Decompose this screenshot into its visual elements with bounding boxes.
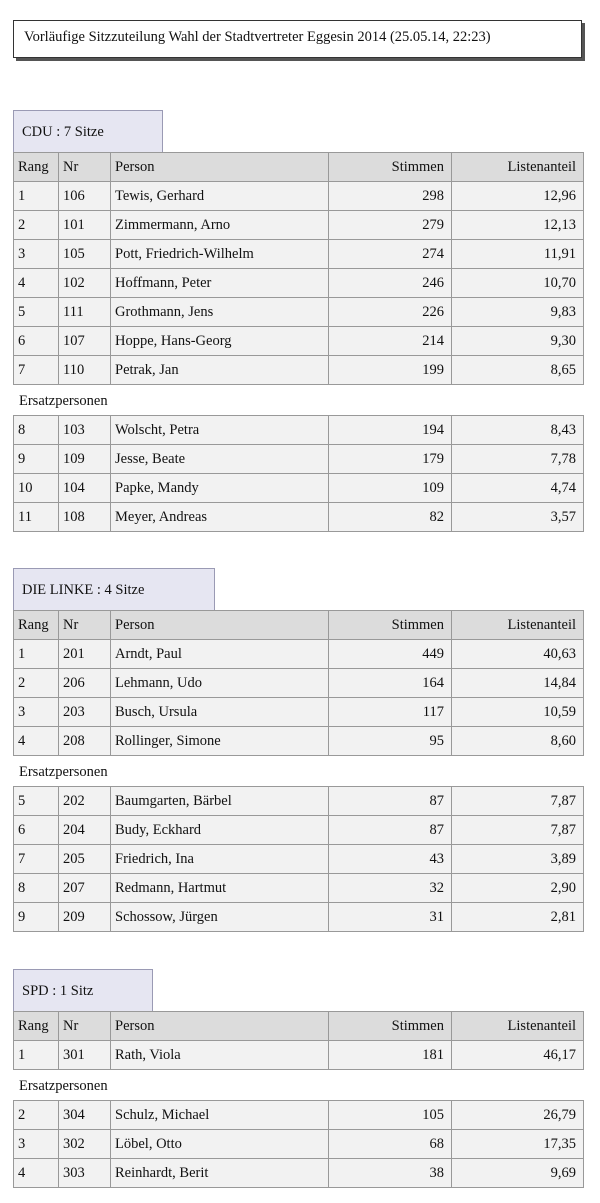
person-cell: Rollinger, Simone	[111, 727, 329, 756]
table-row	[14, 874, 584, 903]
listenanteil-cell: 2,90	[452, 874, 584, 903]
stimmen-cell: 105	[329, 1101, 452, 1130]
stimmen-cell: 32	[329, 874, 452, 903]
listenanteil-cell: 12,13	[452, 211, 584, 240]
table-row	[14, 182, 584, 211]
person-cell: Tewis, Gerhard	[111, 182, 329, 211]
rang-cell: 4	[14, 1159, 59, 1188]
rang-cell: 1	[14, 182, 59, 211]
column-header-rang: Rang	[14, 1012, 59, 1041]
table-row	[14, 1159, 584, 1188]
stimmen-cell: 179	[329, 445, 452, 474]
nr-cell: 204	[59, 816, 111, 845]
listenanteil-cell: 14,84	[452, 669, 584, 698]
listenanteil-cell: 9,69	[452, 1159, 584, 1188]
column-header-listenanteil: Listenanteil	[452, 611, 584, 640]
table-row	[14, 445, 584, 474]
table-row	[14, 903, 584, 932]
rang-cell: 2	[14, 1101, 59, 1130]
person-cell: Rath, Viola	[111, 1041, 329, 1070]
listenanteil-cell: 10,59	[452, 698, 584, 727]
nr-cell: 302	[59, 1130, 111, 1159]
nr-cell: 102	[59, 269, 111, 298]
table-row	[14, 503, 584, 532]
listenanteil-cell: 10,70	[452, 269, 584, 298]
table-row	[14, 640, 584, 669]
party-header: SPD : 1 Sitz	[13, 969, 153, 1011]
person-cell: Lehmann, Udo	[111, 669, 329, 698]
table-row	[14, 298, 584, 327]
rang-cell: 9	[14, 445, 59, 474]
rang-cell: 3	[14, 698, 59, 727]
rang-cell: 6	[14, 327, 59, 356]
substitutes-label: Ersatzpersonen	[19, 1078, 108, 1094]
table-row	[14, 211, 584, 240]
stimmen-cell: 43	[329, 845, 452, 874]
person-cell: Arndt, Paul	[111, 640, 329, 669]
person-cell: Friedrich, Ina	[111, 845, 329, 874]
stimmen-cell: 87	[329, 816, 452, 845]
rang-cell: 10	[14, 474, 59, 503]
listenanteil-cell: 2,81	[452, 903, 584, 932]
nr-cell: 202	[59, 787, 111, 816]
person-cell: Meyer, Andreas	[111, 503, 329, 532]
column-header-nr: Nr	[59, 611, 111, 640]
rang-cell: 9	[14, 903, 59, 932]
column-header-listenanteil: Listenanteil	[452, 153, 584, 182]
table-row	[14, 1041, 584, 1070]
person-cell: Busch, Ursula	[111, 698, 329, 727]
listenanteil-cell: 7,87	[452, 787, 584, 816]
listenanteil-cell: 9,30	[452, 327, 584, 356]
person-cell: Budy, Eckhard	[111, 816, 329, 845]
elected-table	[13, 610, 584, 756]
nr-cell: 209	[59, 903, 111, 932]
page-title: Vorläufige Sitzzuteilung Wahl der Stadtvertreter Eggesin 2014 (25.05.14, 22:23)	[13, 20, 582, 58]
listenanteil-cell: 12,96	[452, 182, 584, 211]
table-row	[14, 1130, 584, 1159]
party-section-cdu	[13, 110, 583, 532]
nr-cell: 206	[59, 669, 111, 698]
column-header-rang: Rang	[14, 611, 59, 640]
substitutes-table	[13, 1100, 584, 1188]
column-header-stimmen: Stimmen	[329, 153, 452, 182]
person-cell: Petrak, Jan	[111, 356, 329, 385]
listenanteil-cell: 46,17	[452, 1041, 584, 1070]
rang-cell: 3	[14, 1130, 59, 1159]
substitutes-label: Ersatzpersonen	[19, 393, 108, 409]
nr-cell: 304	[59, 1101, 111, 1130]
rang-cell: 8	[14, 416, 59, 445]
table-row	[14, 669, 584, 698]
party-section-spd	[13, 969, 583, 1188]
listenanteil-cell: 3,89	[452, 845, 584, 874]
person-cell: Hoffmann, Peter	[111, 269, 329, 298]
listenanteil-cell: 9,83	[452, 298, 584, 327]
nr-cell: 111	[59, 298, 111, 327]
nr-cell: 109	[59, 445, 111, 474]
rang-cell: 2	[14, 669, 59, 698]
party-header: CDU : 7 Sitze	[13, 110, 163, 152]
rang-cell: 5	[14, 787, 59, 816]
person-cell: Jesse, Beate	[111, 445, 329, 474]
nr-cell: 203	[59, 698, 111, 727]
elected-table	[13, 152, 584, 385]
table-row	[14, 845, 584, 874]
nr-cell: 207	[59, 874, 111, 903]
substitutes-table	[13, 786, 584, 932]
table-row	[14, 816, 584, 845]
stimmen-cell: 199	[329, 356, 452, 385]
person-cell: Zimmermann, Arno	[111, 211, 329, 240]
listenanteil-cell: 8,60	[452, 727, 584, 756]
table-header-row	[14, 1012, 584, 1041]
table-row	[14, 1101, 584, 1130]
stimmen-cell: 279	[329, 211, 452, 240]
table-row	[14, 327, 584, 356]
nr-cell: 208	[59, 727, 111, 756]
substitutes-table	[13, 415, 584, 532]
nr-cell: 201	[59, 640, 111, 669]
person-cell: Schulz, Michael	[111, 1101, 329, 1130]
rang-cell: 4	[14, 269, 59, 298]
substitutes-label: Ersatzpersonen	[19, 764, 108, 780]
person-cell: Löbel, Otto	[111, 1130, 329, 1159]
nr-cell: 103	[59, 416, 111, 445]
nr-cell: 101	[59, 211, 111, 240]
person-cell: Baumgarten, Bärbel	[111, 787, 329, 816]
rang-cell: 7	[14, 356, 59, 385]
nr-cell: 205	[59, 845, 111, 874]
table-header-row	[14, 153, 584, 182]
listenanteil-cell: 17,35	[452, 1130, 584, 1159]
table-row	[14, 416, 584, 445]
table-row	[14, 474, 584, 503]
rang-cell: 6	[14, 816, 59, 845]
stimmen-cell: 38	[329, 1159, 452, 1188]
column-header-nr: Nr	[59, 153, 111, 182]
rang-cell: 4	[14, 727, 59, 756]
stimmen-cell: 274	[329, 240, 452, 269]
stimmen-cell: 449	[329, 640, 452, 669]
stimmen-cell: 298	[329, 182, 452, 211]
column-header-stimmen: Stimmen	[329, 611, 452, 640]
listenanteil-cell: 40,63	[452, 640, 584, 669]
listenanteil-cell: 26,79	[452, 1101, 584, 1130]
stimmen-cell: 109	[329, 474, 452, 503]
table-row	[14, 787, 584, 816]
listenanteil-cell: 7,87	[452, 816, 584, 845]
nr-cell: 106	[59, 182, 111, 211]
column-header-person: Person	[111, 153, 329, 182]
table-row	[14, 698, 584, 727]
person-cell: Schossow, Jürgen	[111, 903, 329, 932]
rang-cell: 5	[14, 298, 59, 327]
person-cell: Pott, Friedrich-Wilhelm	[111, 240, 329, 269]
rang-cell: 1	[14, 640, 59, 669]
nr-cell: 108	[59, 503, 111, 532]
nr-cell: 301	[59, 1041, 111, 1070]
table-header-row	[14, 611, 584, 640]
person-cell: Redmann, Hartmut	[111, 874, 329, 903]
elected-table	[13, 1011, 584, 1070]
stimmen-cell: 87	[329, 787, 452, 816]
nr-cell: 303	[59, 1159, 111, 1188]
stimmen-cell: 31	[329, 903, 452, 932]
party-section-die-linke	[13, 568, 583, 932]
rang-cell: 11	[14, 503, 59, 532]
column-header-person: Person	[111, 1012, 329, 1041]
person-cell: Papke, Mandy	[111, 474, 329, 503]
listenanteil-cell: 7,78	[452, 445, 584, 474]
listenanteil-cell: 3,57	[452, 503, 584, 532]
stimmen-cell: 181	[329, 1041, 452, 1070]
nr-cell: 107	[59, 327, 111, 356]
person-cell: Reinhardt, Berit	[111, 1159, 329, 1188]
stimmen-cell: 226	[329, 298, 452, 327]
column-header-listenanteil: Listenanteil	[452, 1012, 584, 1041]
stimmen-cell: 82	[329, 503, 452, 532]
stimmen-cell: 68	[329, 1130, 452, 1159]
rang-cell: 2	[14, 211, 59, 240]
rang-cell: 7	[14, 845, 59, 874]
stimmen-cell: 117	[329, 698, 452, 727]
stimmen-cell: 246	[329, 269, 452, 298]
stimmen-cell: 95	[329, 727, 452, 756]
listenanteil-cell: 8,43	[452, 416, 584, 445]
table-row	[14, 356, 584, 385]
rang-cell: 8	[14, 874, 59, 903]
nr-cell: 104	[59, 474, 111, 503]
party-header: DIE LINKE : 4 Sitze	[13, 568, 215, 610]
person-cell: Wolscht, Petra	[111, 416, 329, 445]
column-header-person: Person	[111, 611, 329, 640]
stimmen-cell: 164	[329, 669, 452, 698]
table-row	[14, 727, 584, 756]
table-row	[14, 240, 584, 269]
listenanteil-cell: 8,65	[452, 356, 584, 385]
person-cell: Hoppe, Hans-Georg	[111, 327, 329, 356]
nr-cell: 105	[59, 240, 111, 269]
person-cell: Grothmann, Jens	[111, 298, 329, 327]
nr-cell: 110	[59, 356, 111, 385]
column-header-nr: Nr	[59, 1012, 111, 1041]
column-header-rang: Rang	[14, 153, 59, 182]
stimmen-cell: 214	[329, 327, 452, 356]
column-header-stimmen: Stimmen	[329, 1012, 452, 1041]
stimmen-cell: 194	[329, 416, 452, 445]
listenanteil-cell: 4,74	[452, 474, 584, 503]
rang-cell: 3	[14, 240, 59, 269]
table-row	[14, 269, 584, 298]
rang-cell: 1	[14, 1041, 59, 1070]
listenanteil-cell: 11,91	[452, 240, 584, 269]
